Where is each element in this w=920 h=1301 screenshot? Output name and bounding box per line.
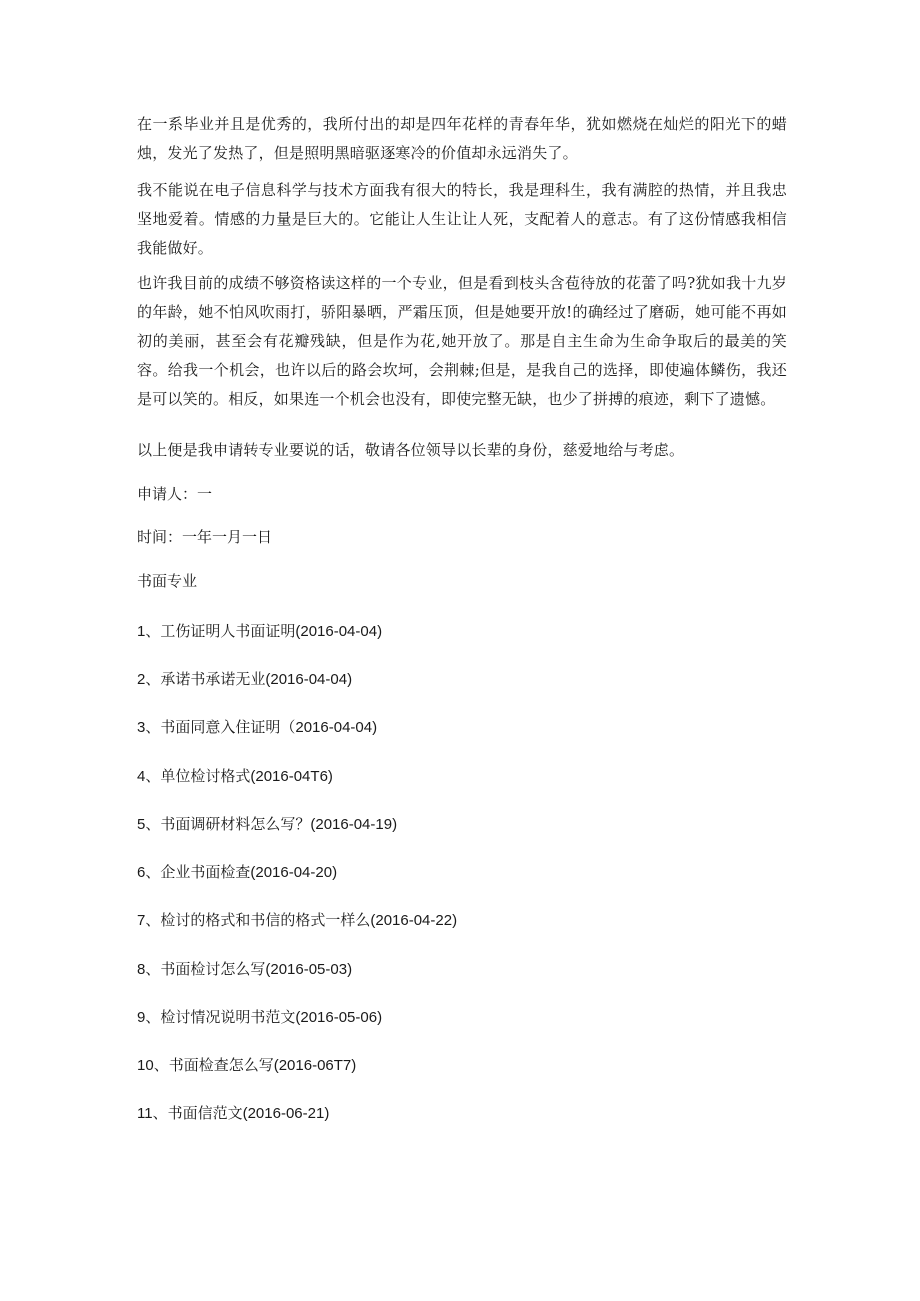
list-item[interactable]: 4、单位检讨格式(2016-04T6) bbox=[137, 767, 333, 785]
paragraph-4: 以上便是我申请转专业要说的话，敬请各位领导以长辈的身份，慈爱地给与考虑。 bbox=[137, 441, 685, 459]
list-item[interactable]: 11、书面信范文(2016-06-21) bbox=[137, 1104, 330, 1122]
section-heading: 书面专业 bbox=[137, 572, 198, 590]
paragraph-3: 也许我目前的成绩不够资格读这样的一个专业，但是看到枝头含苞待放的花蕾了吗?犹如我十九岁的年龄，她不怕风吹雨打，骄阳暴晒，严霜压顶，但是她要开放!的确经过了磨砺，她可能不再如初的美丽，甚至会有花瓣残缺，但是作为花,她开放了。那是自主生命为生命争取后的最美的笑容。给我一个机会，也许以后的路会坎坷，会荆棘;但是，是我自己的选择，即使遍体鳞伤，我还是可以笑的。相反，如果连一个机会也没有，即使完整无缺，也少了拼搏的痕迹，剩下了遗憾。 bbox=[137, 274, 787, 408]
list-item[interactable]: 1、工伤证明人书面证明(2016-04-04) bbox=[137, 622, 383, 640]
list-item[interactable]: 6、企业书面检查(2016-04-20) bbox=[137, 863, 338, 881]
list-item[interactable]: 9、检讨情况说明书范文(2016-05-06) bbox=[137, 1008, 383, 1026]
list-item[interactable]: 10、书面检查怎么写(2016-06T7) bbox=[137, 1056, 357, 1074]
list-item[interactable]: 5、书面调研材料怎么写？(2016-04-19) bbox=[137, 815, 398, 833]
list-item[interactable]: 8、书面检讨怎么写(2016-05-03) bbox=[137, 960, 353, 978]
applicant-line: 申请人：一 bbox=[137, 485, 213, 503]
list-item[interactable]: 2、承诺书承诺无业(2016-04-04) bbox=[137, 670, 353, 688]
date-line: 时间：一年一月一日 bbox=[137, 528, 273, 546]
list-item[interactable]: 3、书面同意入住证明（2016-04-04) bbox=[137, 718, 378, 736]
list-item[interactable]: 7、检讨的格式和书信的格式一样么(2016-04-22) bbox=[137, 911, 458, 929]
paragraph-1: 在一系毕业并且是优秀的，我所付出的却是四年花样的青春年华，犹如燃烧在灿烂的阳光下的蜡烛，发光了发热了，但是照明黑暗驱逐寒冷的价值却永远消失了。 bbox=[137, 115, 787, 162]
paragraph-2: 我不能说在电子信息科学与技术方面我有很大的特长，我是理科生，我有满腔的热情，并且我忠坚地爱着。情感的力量是巨大的。它能让人生让让人死，支配着人的意志。有了这份情感我相信我能做好。 bbox=[137, 181, 787, 257]
